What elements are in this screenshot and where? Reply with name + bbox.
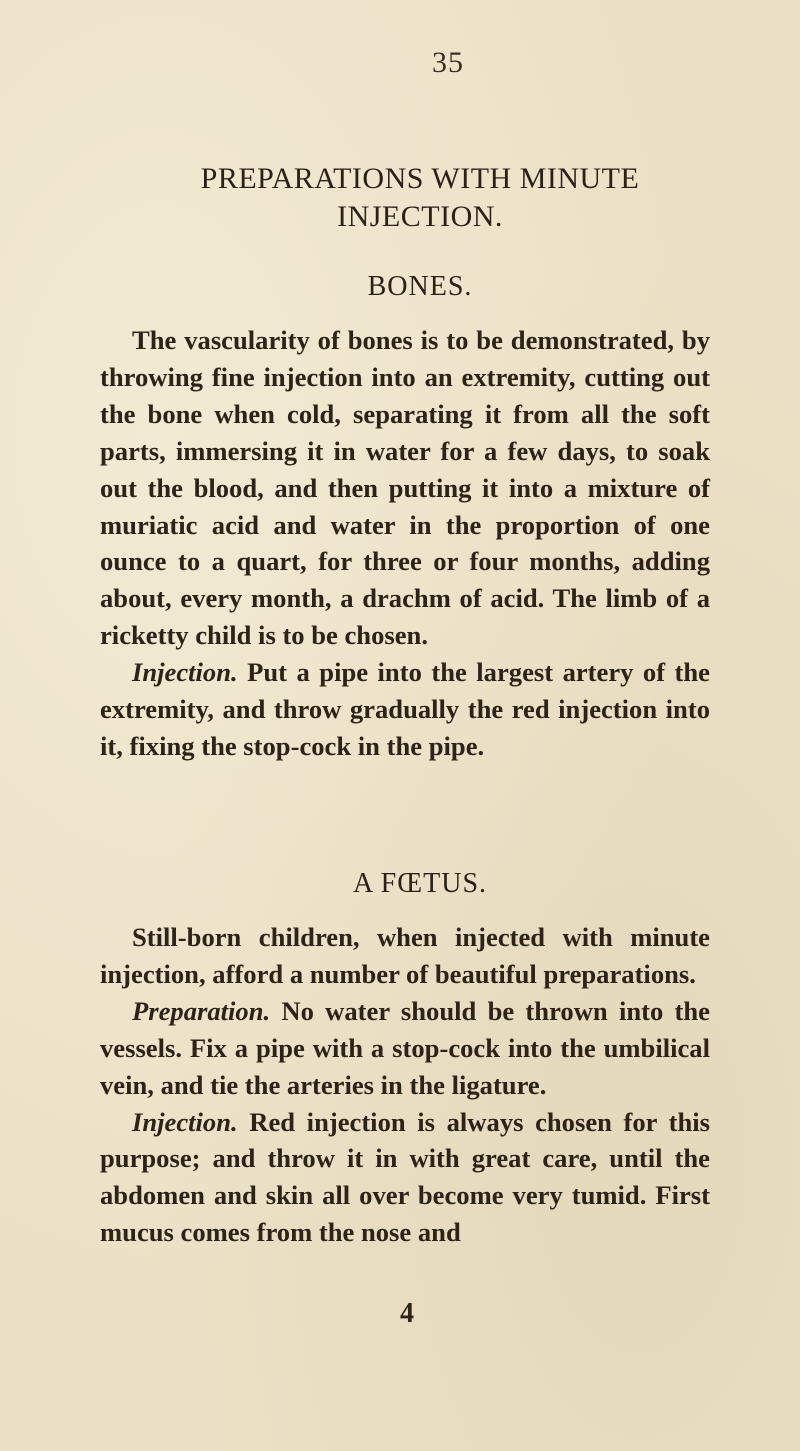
page-title	[70, 160, 770, 236]
section-heading-foetus: A FŒTUS.	[352, 868, 488, 899]
bones-injection-paragraph	[100, 654, 710, 765]
foetus-preparation-lead: Preparation.	[132, 995, 271, 1026]
foetus-preparation-text: No water should be thrown into the vessels. Fix a pipe with a stop-cock into the umbilical vein, and tie the arteries in the ligature.	[100, 995, 710, 1100]
foetus-injection-text: Red injection is always chosen for this purpose; and throw it in with great care, until the abdomen and skin all over become very tumid. First mucus comes from the nose and	[100, 1106, 710, 1248]
title-line-2: INJECTION.	[337, 200, 503, 233]
bones-injection-text: Put a pipe into the largest artery of the extremity, and throw gradually the red injection into it, fixing the stop-cock in the pipe.	[100, 657, 710, 761]
foetus-preparation-paragraph	[100, 993, 710, 1104]
bones-injection-lead: Injection.	[132, 657, 238, 688]
foetus-paragraph: Still-born children, when injected with minute injection, afford a number of beautiful preparations.	[100, 922, 710, 989]
bones-section-body	[100, 322, 710, 765]
foetus-injection-lead: Injection.	[132, 1106, 238, 1137]
page-number: 35	[432, 46, 464, 79]
signature-mark: 4	[400, 1298, 414, 1329]
foetus-section-body	[100, 919, 710, 1251]
bones-paragraph: The vascularity of bones is to be demonstrated, by throwing fine injection into an extremity, cutting out the bone when cold, separating it from all the soft parts, immersing it in water for a few days, to soak out the blood, and then putting it into a mixture of muriatic acid and water in the proportion of one ounce to a quart, for three or four months, adding about, every month, a drachm of acid. The limb of a ricketty child is to be chosen.	[100, 325, 710, 651]
section-heading-bones: BONES.	[367, 271, 473, 302]
foetus-injection-paragraph	[100, 1104, 710, 1252]
title-line-1: PREPARATIONS WITH MINUTE	[200, 162, 640, 195]
